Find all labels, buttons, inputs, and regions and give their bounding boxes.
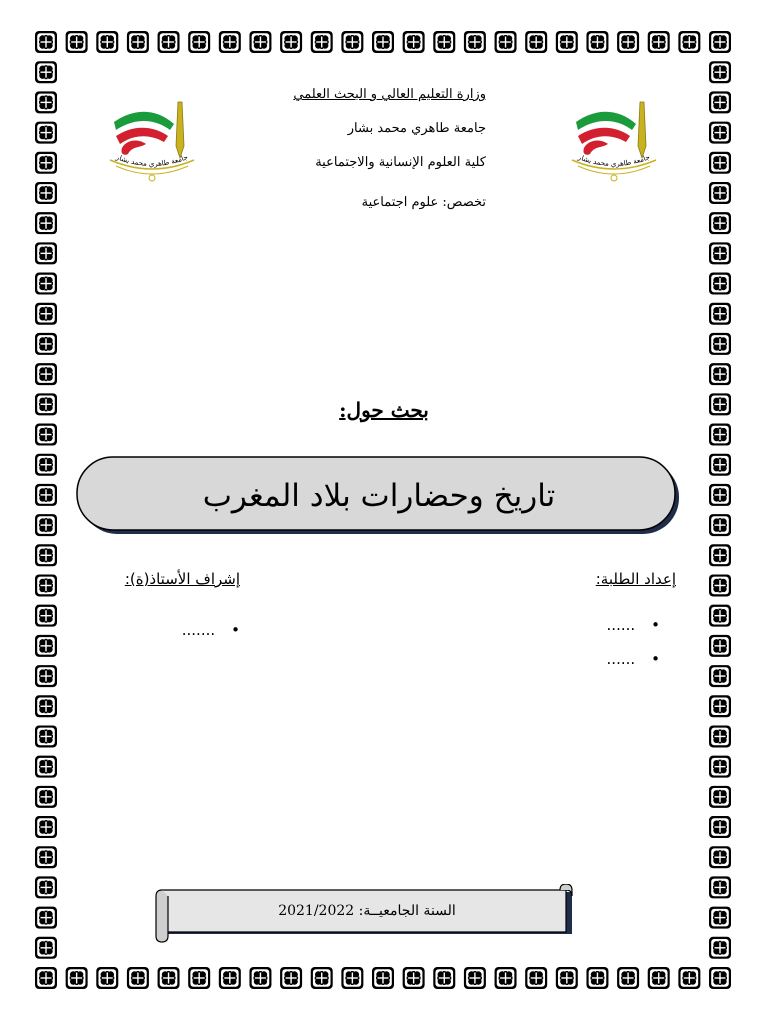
border-tile-icon <box>709 514 731 536</box>
border-tile-icon <box>372 31 394 53</box>
border-tile-icon <box>648 31 670 53</box>
border-tile-icon <box>35 816 57 838</box>
border-tile-icon <box>35 152 57 174</box>
border-tile-icon <box>188 967 210 989</box>
border-tile-icon <box>158 31 180 53</box>
border-tile-icon <box>709 242 731 264</box>
border-tile-icon <box>709 967 731 989</box>
border-tile-icon <box>280 31 302 53</box>
border-tile-icon <box>709 665 731 687</box>
border-tile-icon <box>35 846 57 868</box>
border-tile-icon <box>678 31 700 53</box>
border-tile-icon <box>35 544 57 566</box>
border-tile-icon <box>280 967 302 989</box>
border-tile-icon <box>66 967 88 989</box>
border-tile-icon <box>66 31 88 53</box>
border-tile-icon <box>188 31 210 53</box>
border-tile-icon <box>96 967 118 989</box>
ministry-name: وزارة التعليم العالي و البحث العلمي <box>293 87 486 102</box>
border-tile-icon <box>96 31 118 53</box>
border-tile-icon <box>35 363 57 385</box>
border-tile-icon <box>35 31 57 53</box>
border-tile-icon <box>709 816 731 838</box>
border-tile-icon <box>709 635 731 657</box>
border-tile-icon <box>709 907 731 929</box>
border-tile-icon <box>35 937 57 959</box>
border-tile-icon <box>709 333 731 355</box>
student-name-item <box>607 650 660 668</box>
border-tile-icon <box>709 725 731 747</box>
logo-caption: جامعة طاهري محمد بشار <box>114 153 190 169</box>
border-tile-icon <box>433 31 455 53</box>
border-tile-icon <box>709 484 731 506</box>
supervisor-label: إشراف الأستاذ(ة): <box>124 570 240 588</box>
border-tile-icon <box>35 303 57 325</box>
border-tile-icon <box>35 907 57 929</box>
border-tile-icon <box>35 333 57 355</box>
border-tile-icon <box>709 605 731 627</box>
border-tile-icon <box>617 31 639 53</box>
border-tile-icon <box>372 967 394 989</box>
border-tile-icon <box>35 665 57 687</box>
border-tile-icon <box>341 31 363 53</box>
border-tile-icon <box>35 182 57 204</box>
border-tile-icon <box>709 212 731 234</box>
border-tile-icon <box>219 31 241 53</box>
border-tile-icon <box>709 876 731 898</box>
border-tile-icon <box>556 31 578 53</box>
border-tile-icon <box>35 61 57 83</box>
border-tile-icon <box>495 967 517 989</box>
border-tile-icon <box>709 303 731 325</box>
border-tile-icon <box>709 273 731 295</box>
border-tile-icon <box>35 635 57 657</box>
border-tile-icon <box>35 967 57 989</box>
border-tile-icon <box>35 424 57 446</box>
border-tile-icon <box>709 182 731 204</box>
border-tile-icon <box>709 424 731 446</box>
border-tile-icon <box>311 967 333 989</box>
border-tile-icon <box>127 31 149 53</box>
border-tile-icon <box>403 31 425 53</box>
border-tile-icon <box>709 31 731 53</box>
border-tile-icon <box>127 967 149 989</box>
border-tile-icon <box>249 967 271 989</box>
supervisor-name-item <box>182 621 240 639</box>
student-name: ...... <box>606 616 636 634</box>
faculty-name: كلية العلوم الإنسانية والاجتماعية <box>315 155 486 170</box>
border-tile-icon <box>709 786 731 808</box>
border-tile-icon <box>709 544 731 566</box>
student-name: ...... <box>606 650 636 668</box>
border-tile-icon <box>35 514 57 536</box>
border-tile-icon <box>464 31 486 53</box>
university-logo-left <box>104 96 200 192</box>
university-logo-right <box>566 96 662 192</box>
border-tile-icon <box>709 756 731 778</box>
border-tile-icon <box>709 363 731 385</box>
bullet-icon: • <box>651 650 660 668</box>
border-tile-icon <box>35 212 57 234</box>
border-tile-icon <box>35 725 57 747</box>
bullet-icon: • <box>651 616 660 634</box>
university-name: جامعة طاهري محمد بشار <box>347 121 486 136</box>
border-tile-icon <box>586 967 608 989</box>
border-tile-icon <box>709 937 731 959</box>
border-tile-icon <box>709 846 731 868</box>
border-tile-icon <box>709 152 731 174</box>
border-tile-icon <box>35 756 57 778</box>
border-tile-icon <box>35 122 57 144</box>
border-tile-icon <box>35 454 57 476</box>
border-tile-icon <box>678 967 700 989</box>
border-tile-icon <box>341 967 363 989</box>
border-tile-icon <box>158 967 180 989</box>
border-tile-icon <box>709 574 731 596</box>
border-tile-icon <box>249 31 271 53</box>
border-tile-icon <box>525 967 547 989</box>
border-tile-icon <box>35 574 57 596</box>
border-tile-icon <box>35 484 57 506</box>
supervisor-name: ....... <box>181 621 216 639</box>
research-title: تاريخ وحضارات بلاد المغرب <box>202 478 556 514</box>
student-name-item <box>607 616 660 634</box>
border-tile-icon <box>433 967 455 989</box>
border-tile-icon <box>35 695 57 717</box>
border-tile-icon <box>617 967 639 989</box>
border-tile-icon <box>525 31 547 53</box>
border-tile-icon <box>35 605 57 627</box>
border-tile-icon <box>35 876 57 898</box>
border-tile-icon <box>709 61 731 83</box>
border-tile-icon <box>35 786 57 808</box>
border-tile-icon <box>35 273 57 295</box>
border-tile-icon <box>495 31 517 53</box>
specialty: تخصص: علوم اجتماعية <box>361 195 486 210</box>
border-tile-icon <box>648 967 670 989</box>
bullet-icon: • <box>231 621 240 639</box>
border-tile-icon <box>464 967 486 989</box>
border-tile-icon <box>311 31 333 53</box>
border-tile-icon <box>35 91 57 113</box>
research-heading: بحث حول: <box>339 398 429 422</box>
border-tile-icon <box>403 967 425 989</box>
border-tile-icon <box>35 242 57 264</box>
border-tile-icon <box>556 967 578 989</box>
border-tile-icon <box>586 31 608 53</box>
logo-caption: جامعة طاهري محمد بشار <box>576 153 652 169</box>
students-label: إعداد الطلبة: <box>595 570 676 588</box>
border-tile-icon <box>709 91 731 113</box>
border-tile-icon <box>709 122 731 144</box>
academic-year: السنة الجامعيــة: 2021/2022 <box>278 903 456 919</box>
border-tile-icon <box>709 695 731 717</box>
border-tile-icon <box>219 967 241 989</box>
border-tile-icon <box>709 454 731 476</box>
